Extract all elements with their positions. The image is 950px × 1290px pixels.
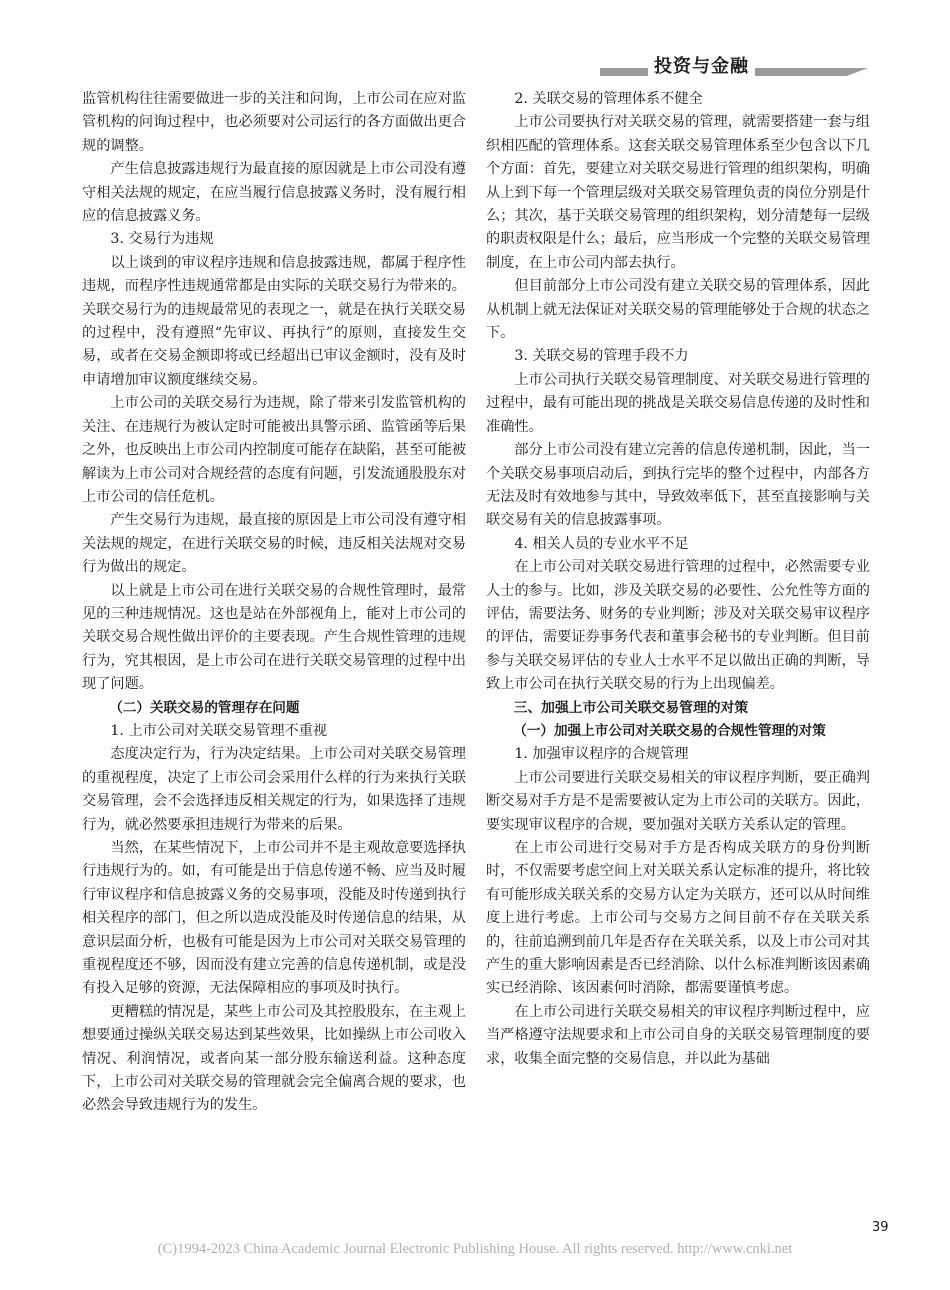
numbered-heading: 3. 关联交易的管理手段不力	[514, 348, 689, 365]
paragraph: 当然，在某些情况下，上市公司并不是主观故意要选择执行违规行为的。如，有可能是出于信息传递不畅、应当及时履行审议程序和信息披露义务的交易事项，没能及时传递到执行相关程序的部门，但之所以造成没能及时传递信息的结果，从意识层面分析，也极有可能是因为上市公司对关联交易管理的重视程度还不够，因而没有建立完善的信息传递机制，或是没有投入足够的资源，无法保障相应的事项及时执行。	[82, 840, 466, 997]
section-heading: 三、加强上市公司关联交易管理的对策	[513, 699, 749, 716]
paragraph: 更糟糕的情况是，某些上市公司及其控股股东，在主观上想要通过操纵关联交易达到某些效果，比如操纵上市公司收入情况、利润情况，或者向某一部分股东输送利益。这种态度下，上市公司对关联交易的管理就会完全偏离合规的要求，也必然会导致违规行为的发生。	[82, 1003, 466, 1114]
page-number: 39	[872, 1220, 889, 1235]
paragraph: 态度决定行为，行为决定结果。上市公司对关联交易管理的重视程度，决定了上市公司会采用什么样的行为来执行关联交易管理，会不会选择违反相关规定的行为，如果选择了违规行为，就必然要承担违规行为带来的后果。	[82, 746, 466, 833]
paragraph: 以上就是上市公司在进行关联交易的合规性管理时，最常见的三种违规情况。这也是站在外部视角上，能对上市公司的关联交易合规性做出评价的主要表现。产生合规性管理的违规行为，究其根因，是上市公司在进行关联交易管理的过程中出现了问题。	[82, 582, 466, 693]
subsection-heading: （一）加强上市公司对关联交易的合规性管理的对策	[513, 722, 826, 739]
numbered-heading: 1. 上市公司对关联交易管理不重视	[110, 722, 328, 739]
numbered-heading: 4. 相关人员的专业水平不足	[514, 535, 689, 552]
paragraph: 产生交易行为违规，最直接的原因是上市公司没有遵守相关法规的规定，在进行关联交易的时候，违反相关法规对交易行为做出的规定。	[82, 512, 466, 576]
paragraph: 上市公司的关联交易行为违规，除了带来引发监管机构的关注、在违规行为被认定时可能被出具警示函、监管函等后果之外，也反映出上市公司内控制度可能存在缺陷，甚至可能被解读为上市公司对合规经营的态度有问题，引发流通股股东对上市公司的信任危机。	[82, 395, 466, 505]
paragraph: 以上谈到的审议程序违规和信息披露违规，都属于程序性违规，而程序性违规通常都是由实际的关联交易行为带来的。关联交易行为的违规最常见的表现之一，就是在执行关联交易的过程中，没有遵照“先审议、再执行”的原则，直接发生交易，或者在交易金额即将或已经超出已审议金额时，没有及时申请增加审议额度继续交易。	[82, 254, 466, 388]
paragraph: 但目前部分上市公司没有建立关联交易的管理体系，因此从机制上就无法保证对关联交易的管理能够处于合规的状态之下。	[486, 278, 870, 342]
numbered-heading: 1. 加强审议程序的合规管理	[514, 746, 689, 763]
section-title: 投资与金融	[648, 52, 755, 78]
paragraph: 在上市公司进行关联交易相关的审议程序判断过程中，应当严格遵守法规要求和上市公司自身的关联交易管理制度的要求，收集全面完整的交易信息，并以此为基础	[486, 1003, 870, 1067]
paragraph: 上市公司要执行对关联交易的管理，就需要搭建一套与组织相匹配的管理体系。这套关联交易管理体系至少包含以下几个方面：首先，要建立对关联交易进行管理的组织架构，明确从上到下每一个管理层级对关联交易管理负责的岗位分别是什么；其次，基于关联交易管理的组织架构，划分清楚每一层级的职责权限是什么；最后，应当形成一个完整的关联交易管理制度，在上市公司内部去执行。	[486, 114, 870, 271]
paragraph: 在上市公司进行交易对手方是否构成关联方的身份判断时，不仅需要考虑空间上对关联关系认定标准的提升，将比较有可能形成关联关系的交易方认定为关联方，还可以从时间维度上进行考虑。上市公司与交易方之间目前不存在关联关系的，往前追溯到前几年是否存在关联关系，以及上市公司对其产生的重大影响因素是否已经消除、以什么标准判断该因素确实已经消除、该因素何时消除，都需要谨慎考虑。	[486, 840, 870, 997]
numbered-heading: 2. 关联交易的管理体系不健全	[514, 91, 703, 107]
left-column	[82, 88, 466, 1118]
copyright-footer: (C)1994-2023 China Academic Journal Electronic Publishing House. All rights reserved. http://www.cnki.net	[157, 1241, 793, 1257]
paragraph: 部分上市公司没有建立完善的信息传递机制，因此，当一个关联交易事项启动后，到执行完毕的整个过程中，内部各方无法及时有效地参与其中，导致效率低下，甚至直接影响与关联交易有关的信息披露事项。	[486, 442, 870, 529]
subsection-heading: （二）关联交易的管理存在问题	[109, 699, 300, 716]
paragraph: 产生信息披露违规行为最直接的原因就是上市公司没有遵守相关法规的规定，在应当履行信息披露义务时，没有履行相应的信息披露义务。	[82, 161, 466, 225]
paragraph: 上市公司执行关联交易管理制度、对关联交易进行管理的过程中，最有可能出现的挑战是关联交易信息传递的及时性和准确性。	[486, 371, 870, 435]
paragraph: 在上市公司对关联交易进行管理的过程中，必然需要专业人士的参与。比如，涉及关联交易的必要性、公允性等方面的评估，需要法务、财务的专业判断；涉及对关联交易审议程序的评估，需要证券事务代表和董事会秘书的专业判断。但目前参与关联交易评估的专业人士水平不足以做出正确的判断，导致上市公司在执行关联交易的行为上出现偏差。	[486, 559, 870, 693]
paragraph: 监管机构往往需要做进一步的关注和问询，上市公司在应对监管机构的问询过程中，也必须要对公司运行的各方面做出更合规的调整。	[82, 91, 466, 154]
right-column	[486, 88, 870, 1071]
numbered-heading: 3. 交易行为违规	[110, 231, 214, 248]
paragraph: 上市公司要进行关联交易相关的审议程序判断，要正确判断交易对手方是不是需要被认定为上市公司的关联方。因此，要实现审议程序的合规，要加强对关联方关系认定的管理。	[486, 769, 870, 833]
